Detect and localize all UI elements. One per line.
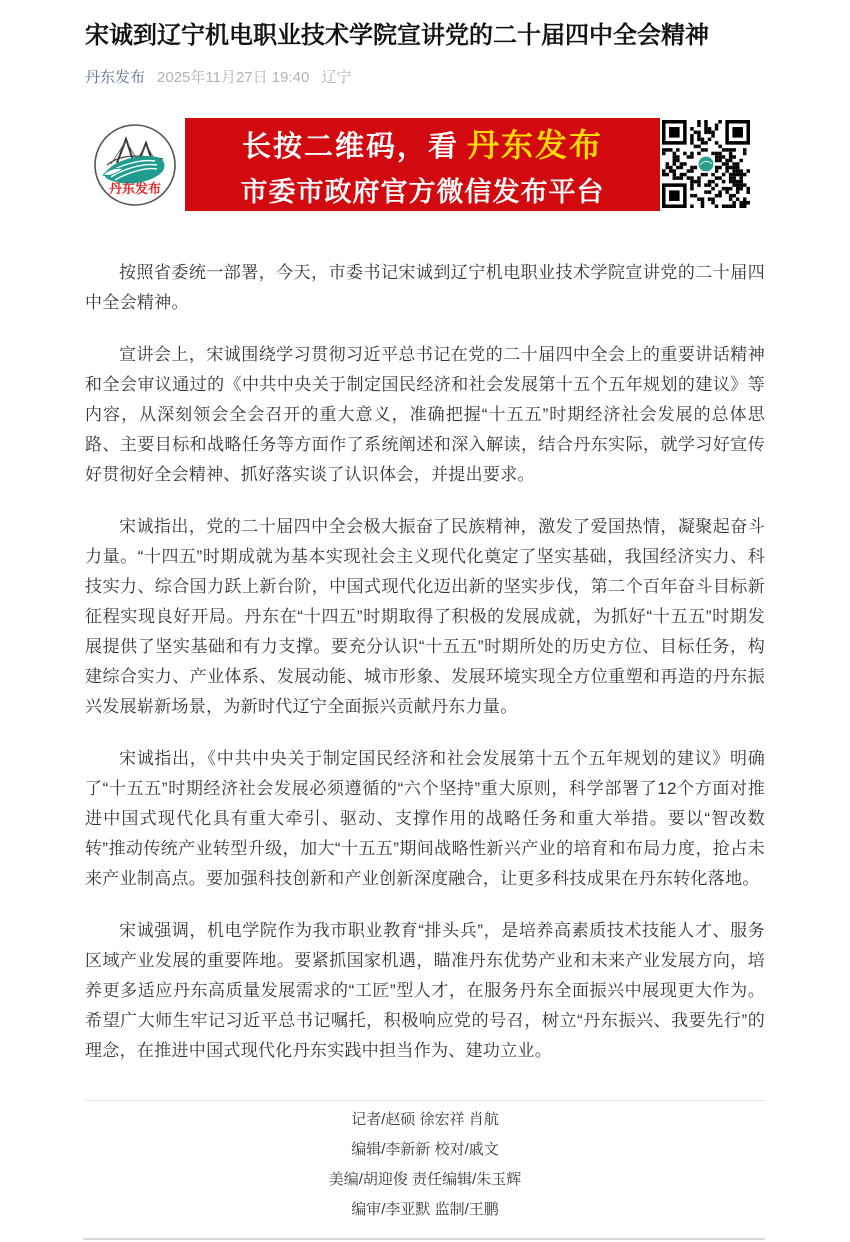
publish-location: 辽宁 (321, 69, 352, 87)
paragraph: 按照省委统一部署，今天，市委书记宋诚到辽宁机电职业技术学院宣讲党的二十届四中全会精神。 (85, 263, 765, 313)
credit-line: 美编/胡迎俊 责任编辑/朱玉辉 (328, 1171, 522, 1189)
paragraph: 宋诚指出，《中共中央关于制定国民经济和社会发展第十五个五年规划的建议》明确了“十五五”时期经济社会发展必须遵循的“六个坚持”重大原则，科学部署了12个方面对推进中国式现代化具有重大牵引、驱动、支撑作用的战略任务和重大举措。要以“智改数转”推动传统产业转型升级，加大“十五五”期间战略性新兴产业的培育和布局力度，抢占未来产业制高点。要加强科技创新和产业创新深度融合，让更多科技成果在丹东转化落地。 (85, 749, 765, 889)
banner-line2: 市委市政府官方微信发布平台 (240, 177, 605, 208)
article-title: 宋诚到辽宁机电职业技术学院宣讲党的二十届四中全会精神 (85, 22, 709, 49)
banner-red-band (185, 118, 660, 211)
paragraph: 宣讲会上，宋诚围绕学习贯彻习近平总书记在党的二十届四中全会上的重要讲话精神和全会审议通过的《中共中央关于制定国民经济和社会发展第十五个五年规划的建议》等内容，从深刻领会全会召开的重大意义，准确把握“十五五”时期经济社会发展的总体思路、主要目标和战略任务等方面作了系统阐述和深入解读，结合丹东实际，就学习好宣传好贯彻好全会精神、抓好落实谈了认识体会，并提出要求。 (85, 345, 765, 485)
paragraph: 宋诚指出，党的二十届四中全会极大振奋了民族精神，激发了爱国热情，凝聚起奋斗力量。“十四五”时期成就为基本实现社会主义现代化奠定了坚实基础，我国经济实力、科技实力、综合国力跃上新台阶，中国式现代化迈出新的坚实步伐，第二个百年奋斗目标新征程实现良好开局。丹东在“十四五”时期取得了积极的发展成就，为抓好“十五五”时期发展提供了坚实基础和有力支撑。要充分认识“十五五”时期所处的历史方位、目标任务，构建综合实力、产业体系、发展动能、城市形象、发展环境实现全方位重塑和再造的丹东振兴发展崭新场景，为新时代辽宁全面振兴贡献丹东力量。 (85, 517, 765, 717)
logo-text: 丹东发布 (108, 181, 162, 197)
banner-line1-highlight: 丹东发布 (467, 127, 604, 164)
qr-code[interactable] (662, 120, 750, 208)
credits-block (85, 1105, 765, 1225)
dandong-fabu-logo (93, 123, 177, 207)
credit-line: 编辑/李新新 校对/戚文 (351, 1141, 499, 1159)
promo-banner[interactable] (85, 111, 765, 218)
credit-line: 编审/李亚默 监制/王鹏 (351, 1201, 499, 1219)
banner-line1-prefix: 长按二维码，看 (241, 131, 459, 164)
account-name-link[interactable]: 丹东发布 (85, 69, 146, 87)
bridge-logo-icon (93, 123, 177, 207)
bottom-section-divider (83, 1238, 765, 1240)
byline (85, 66, 765, 87)
banner-line1 (242, 120, 603, 166)
article-body (85, 258, 765, 1066)
paragraph: 宋诚强调，机电学院作为我市职业教育“排头兵”，是培养高素质技术技能人才、服务区域产业发展的重要阵地。要紧抓国家机遇，瞄准丹东优势产业和未来产业发展方向，培养更多适应丹东高质量发展需求的“工匠”型人才，在服务丹东全面振兴中展现更大作为。希望广大师生牢记习近平总书记嘱托，积极响应党的号召，树立“丹东振兴、我要先行”的理念，在推进中国式现代化丹东实践中担当作为、建功立业。 (85, 921, 765, 1061)
credits-divider (85, 1100, 765, 1101)
publish-date: 2025年11月27日 19:40 (157, 69, 310, 87)
credit-line: 记者/赵硕 徐宏祥 肖航 (351, 1111, 499, 1129)
